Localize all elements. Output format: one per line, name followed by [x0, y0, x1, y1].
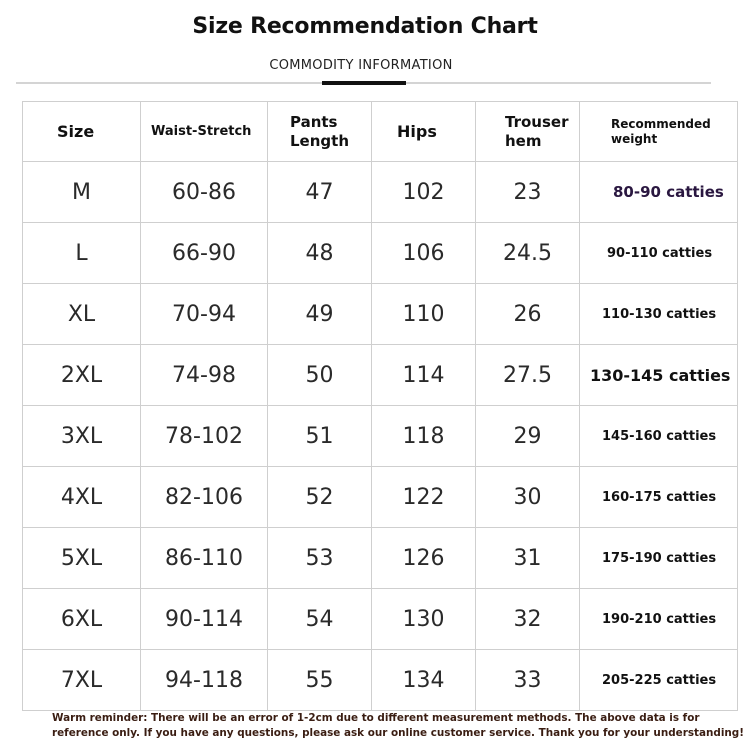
cell-weight: 130-145 catties	[580, 345, 738, 406]
cell-waist: 70-94	[141, 284, 268, 345]
table-row	[23, 650, 738, 711]
cell-hem: 32	[476, 589, 580, 650]
cell-size: 2XL	[23, 345, 141, 406]
header-pants-length	[268, 102, 372, 162]
divider-accent	[322, 81, 406, 85]
cell-length: 55	[268, 650, 372, 711]
header-hips: Hips	[372, 102, 476, 162]
cell-size: XL	[23, 284, 141, 345]
warm-reminder-line2: reference only. If you have any questions, please ask our online customer service. Thank you for your understanding!	[52, 727, 744, 739]
table-row	[23, 345, 738, 406]
cell-length: 53	[268, 528, 372, 589]
cell-weight: 190-210 catties	[580, 589, 738, 650]
header-pants-length-line2: Length	[290, 131, 349, 150]
cell-hips: 102	[372, 162, 476, 223]
cell-hips: 122	[372, 467, 476, 528]
cell-hips: 106	[372, 223, 476, 284]
cell-size: 4XL	[23, 467, 141, 528]
cell-waist: 66-90	[141, 223, 268, 284]
cell-hips: 114	[372, 345, 476, 406]
table-row	[23, 467, 738, 528]
cell-waist: 82-106	[141, 467, 268, 528]
page-title: Size Recommendation Chart	[192, 14, 538, 39]
cell-hem: 30	[476, 467, 580, 528]
cell-length: 50	[268, 345, 372, 406]
table-row	[23, 162, 738, 223]
cell-weight: 160-175 catties	[580, 467, 738, 528]
cell-hem: 29	[476, 406, 580, 467]
cell-hips: 126	[372, 528, 476, 589]
cell-weight: 205-225 catties	[580, 650, 738, 711]
table-row	[23, 528, 738, 589]
cell-length: 51	[268, 406, 372, 467]
header-waist-stretch: Waist-Stretch	[141, 102, 268, 162]
cell-waist: 86-110	[141, 528, 268, 589]
cell-length: 49	[268, 284, 372, 345]
cell-size: 7XL	[23, 650, 141, 711]
table-row	[23, 589, 738, 650]
cell-weight: 110-130 catties	[580, 284, 738, 345]
table-row	[23, 284, 738, 345]
cell-waist: 78-102	[141, 406, 268, 467]
header-recommended-weight-line2: weight	[611, 131, 658, 146]
cell-hips: 130	[372, 589, 476, 650]
header-trouser-hem-line1: Trouser	[505, 112, 569, 131]
cell-size: 5XL	[23, 528, 141, 589]
cell-size: 3XL	[23, 406, 141, 467]
table-row	[23, 223, 738, 284]
size-chart-table	[22, 101, 738, 711]
cell-hips: 118	[372, 406, 476, 467]
cell-length: 47	[268, 162, 372, 223]
table-header-row	[23, 102, 738, 162]
cell-weight: 145-160 catties	[580, 406, 738, 467]
cell-hem: 33	[476, 650, 580, 711]
cell-hips: 134	[372, 650, 476, 711]
header-trouser-hem-line2: hem	[505, 131, 542, 150]
cell-waist: 74-98	[141, 345, 268, 406]
cell-length: 52	[268, 467, 372, 528]
warm-reminder-line1: Warm reminder: There will be an error of 1-2cm due to different measurement methods. The above data is for	[52, 712, 700, 724]
page-subtitle: COMMODITY INFORMATION	[269, 58, 453, 73]
cell-length: 54	[268, 589, 372, 650]
header-pants-length-line1: Pants	[290, 112, 338, 131]
cell-length: 48	[268, 223, 372, 284]
cell-weight: 175-190 catties	[580, 528, 738, 589]
cell-hem: 26	[476, 284, 580, 345]
cell-weight: 80-90 catties	[580, 162, 738, 223]
cell-hem: 23	[476, 162, 580, 223]
cell-waist: 94-118	[141, 650, 268, 711]
cell-waist: 90-114	[141, 589, 268, 650]
cell-size: 6XL	[23, 589, 141, 650]
header-size: Size	[23, 102, 141, 162]
header-trouser-hem	[476, 102, 580, 162]
cell-weight: 90-110 catties	[580, 223, 738, 284]
table-row	[23, 406, 738, 467]
cell-size: M	[23, 162, 141, 223]
cell-size: L	[23, 223, 141, 284]
header-recommended-weight-line1: Recommended	[611, 116, 711, 131]
cell-hem: 27.5	[476, 345, 580, 406]
cell-hem: 24.5	[476, 223, 580, 284]
warm-reminder-note	[52, 711, 750, 741]
header-recommended-weight	[580, 102, 738, 162]
cell-waist: 60-86	[141, 162, 268, 223]
cell-hem: 31	[476, 528, 580, 589]
cell-hips: 110	[372, 284, 476, 345]
